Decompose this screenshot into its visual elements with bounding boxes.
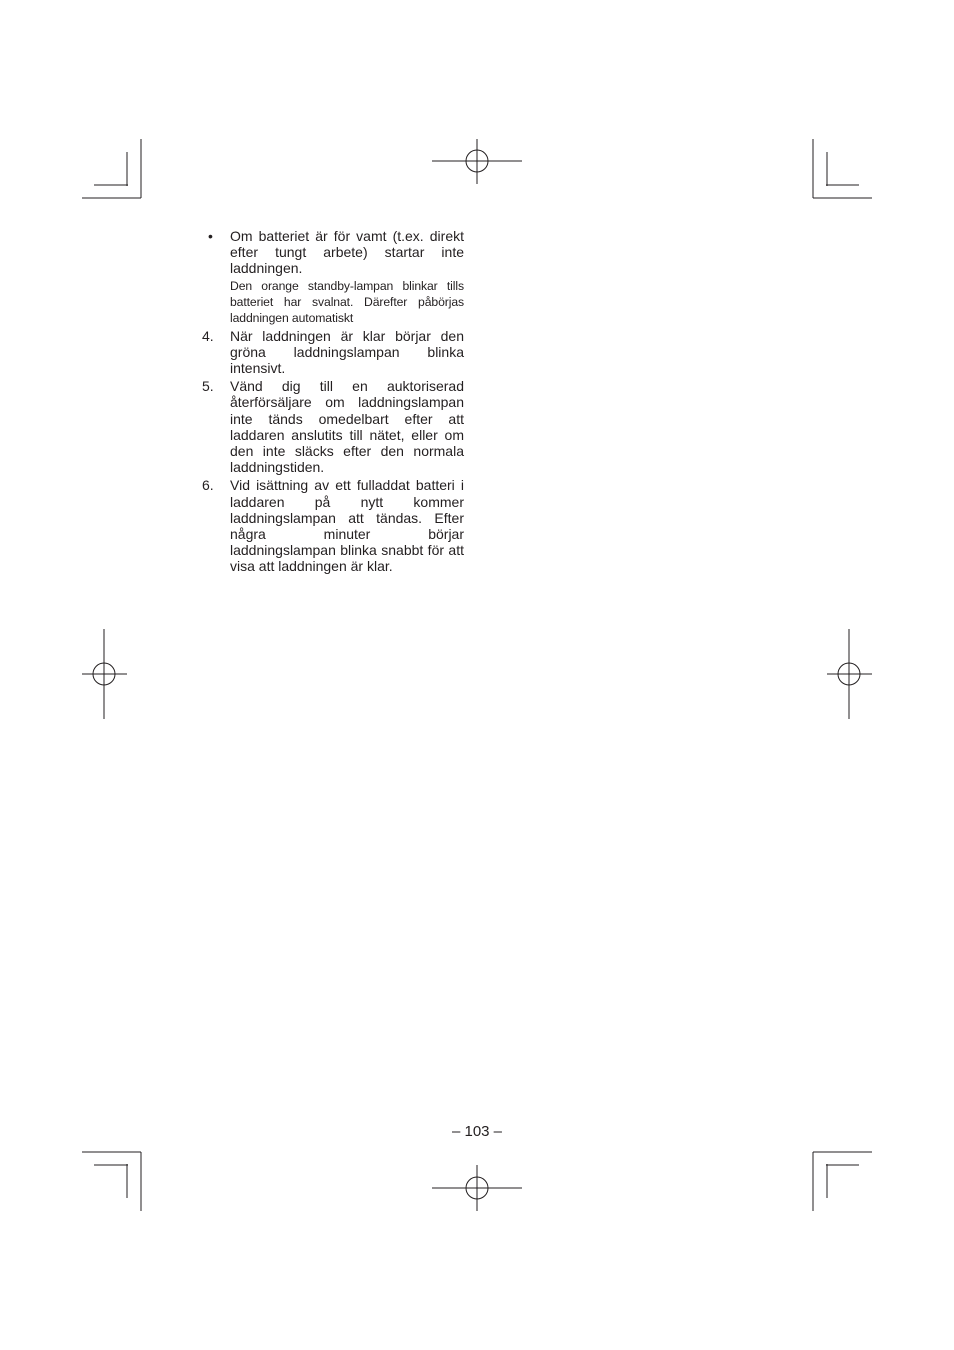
bullet-note: Den orange standby-lampan blinkar tills batteriet har svalnat. Därefter påbörjas laddningen automatiskt bbox=[230, 278, 464, 325]
bullet-text: Om batteriet är för vamt (t.ex. direkt efter tungt arbete) startar inte laddningen. bbox=[230, 228, 464, 277]
step-text: Vänd dig till en auktoriserad återförsäljare om laddningslampan inte tänds omedelbart efter att laddaren anslutits till nätet, eller om den inte släcks efter den normala laddningstiden. bbox=[230, 378, 464, 476]
bullet-item bbox=[202, 228, 464, 326]
step-number: 6. bbox=[202, 477, 214, 494]
step-text: Vid isättning av ett fulladdat batteri i laddaren på nytt kommer laddningslampan att tändas. Efter några minuter börjar laddningslampan blinka snabbt för att visa att laddningen är klar. bbox=[230, 477, 464, 575]
step-item bbox=[202, 378, 464, 475]
crop-mark-top-left bbox=[82, 139, 141, 198]
step-item bbox=[202, 477, 464, 574]
step-number: 4. bbox=[202, 327, 214, 344]
instruction-column bbox=[202, 228, 464, 575]
registration-target-bottom bbox=[432, 1165, 522, 1211]
bullet-body bbox=[230, 228, 464, 326]
registration-target-left bbox=[82, 629, 127, 719]
step-number: 5. bbox=[202, 378, 214, 395]
page-number: – 103 – bbox=[451, 1123, 503, 1140]
crop-mark-bottom-left bbox=[82, 1152, 141, 1211]
step-text: När laddningen är klar börjar den gröna laddningslampan blinka intensivt. bbox=[230, 327, 464, 377]
crop-mark-top-right bbox=[813, 139, 872, 198]
crop-mark-bottom-right bbox=[813, 1152, 872, 1211]
registration-target-right bbox=[827, 629, 872, 719]
registration-target-top bbox=[432, 139, 522, 184]
bullet-marker: • bbox=[208, 228, 213, 244]
step-item bbox=[202, 328, 464, 377]
